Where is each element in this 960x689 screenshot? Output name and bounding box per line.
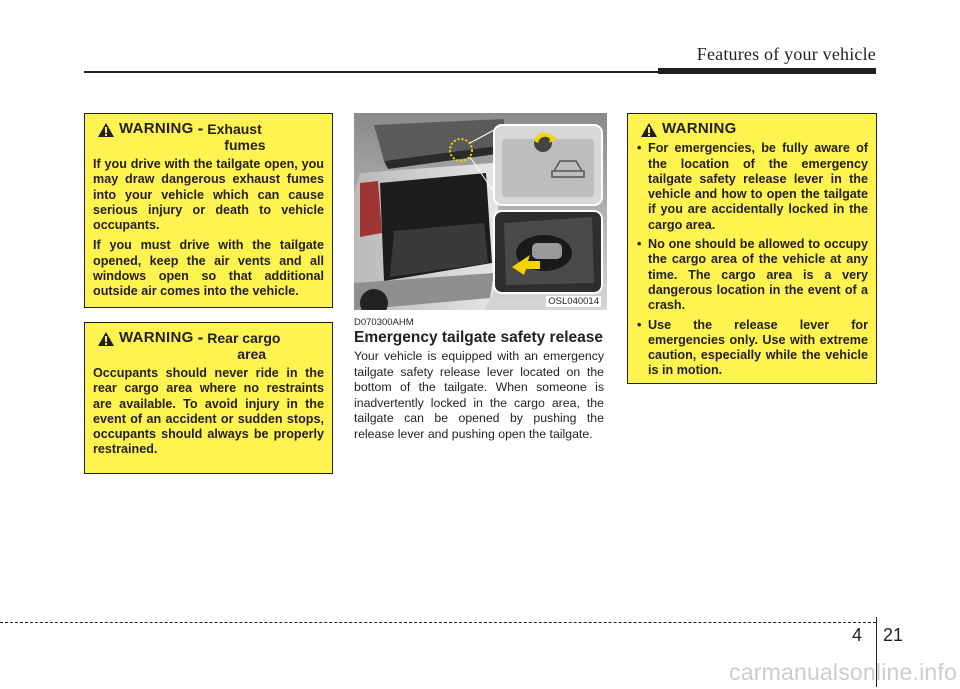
warning-word: WARNING (119, 120, 194, 137)
warning-subject-line2: fumes (224, 137, 266, 153)
warning-subject-line1: Rear cargo (207, 330, 281, 346)
warning-list-item: • For emergencies, be fully aware of the location of the emergency tailgate safety release lever in the vehicle and how to open the tailgate if you are accidentally locked in the cargo area. (636, 141, 868, 233)
warning-heading (93, 121, 324, 153)
warning-paragraph: Occupants should never ride in the rear cargo area where no restraints are available. To avoid injury in the event of an accident or sudden stops, occupants should always be properly restrained. (93, 366, 324, 457)
chapter-number: 4 (852, 625, 863, 645)
footer-rule (0, 622, 876, 623)
header-title: Features of your vehicle (696, 44, 876, 64)
warning-box-rear-cargo-area (84, 322, 333, 474)
warning-list-item: • Use the release lever for emergencies only. Use with extreme caution, especially while the vehicle is in motion. (636, 318, 868, 379)
warning-paragraph: If you drive with the tailgate open, you may draw dangerous exhaust fumes into your vehicle which can cause serious injury or death to vehicle occupants. (93, 157, 324, 233)
warning-subject-line2: area (237, 346, 267, 362)
watermark-link[interactable]: carmanualsonline.info (729, 659, 957, 685)
page-number: 21 (883, 625, 904, 645)
warning-heading (93, 330, 324, 362)
warning-box-exhaust-fumes (84, 113, 333, 308)
warning-triangle-icon (97, 331, 115, 347)
warning-triangle-icon (97, 122, 115, 138)
figure-caption: OSL040014 (548, 296, 599, 307)
header-rule-accent (658, 68, 876, 74)
warning-subject (207, 121, 265, 153)
warning-heading (636, 121, 868, 137)
warning-list-item: • No one should be allowed to occupy the cargo area of the vehicle at any time. The cargo area is a very dangerous location in the event of a crash. (636, 237, 868, 313)
tailgate-release-photo (354, 113, 607, 310)
warning-list (636, 141, 868, 378)
section-code: D070300AHM (354, 317, 414, 328)
warning-dash: - (197, 328, 204, 347)
warning-dash: - (197, 119, 204, 138)
section-title: Emergency tailgate safety release (354, 329, 603, 346)
warning-triangle-icon (640, 122, 658, 138)
warning-word: WARNING (119, 329, 194, 346)
warning-word: WARNING (662, 120, 737, 137)
section-body: Your vehicle is equipped with an emergency tailgate safety release lever located on the bottom of the tailgate. When someone is inadvertently locked in the cargo area, the tailgate can be opened by pushing the release lever and pushing open the tailgate. (354, 349, 604, 441)
warning-subject-line1: Exhaust (207, 121, 262, 137)
tailgate-illustration (354, 113, 607, 310)
warning-box-emergency-release (627, 113, 877, 384)
warning-subject (207, 330, 280, 362)
warning-paragraph: If you must drive with the tailgate opened, keep the air vents and all windows open so that additional outside air comes into the vehicle. (93, 238, 324, 299)
